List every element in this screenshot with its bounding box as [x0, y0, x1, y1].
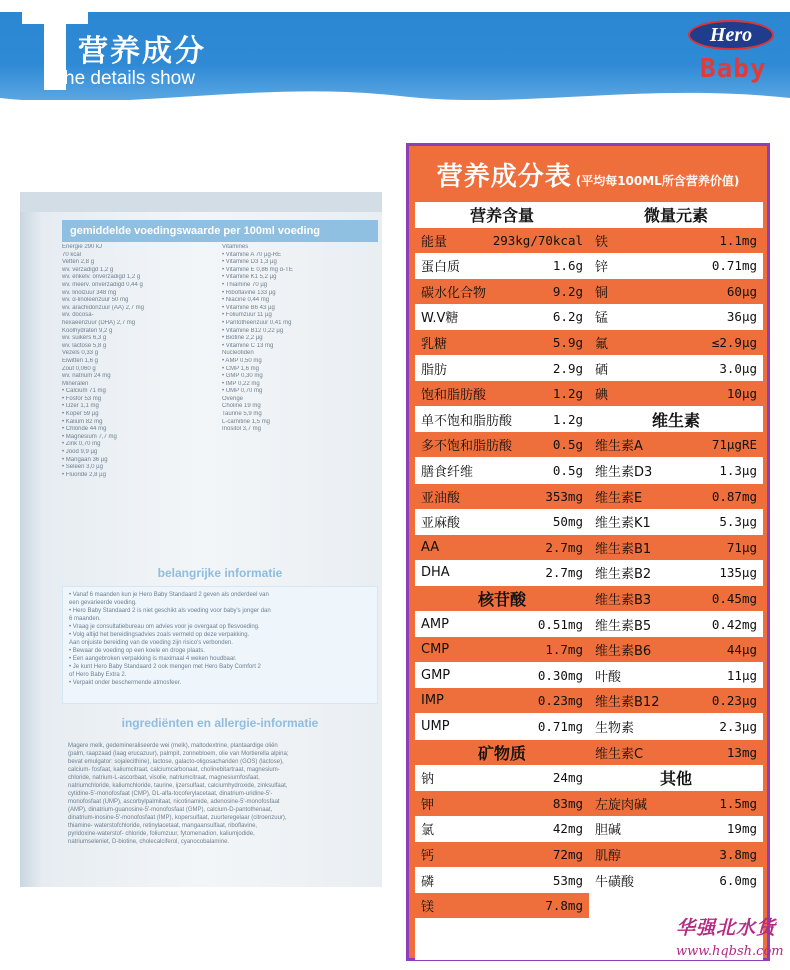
nutrient-name: 能量	[421, 234, 448, 250]
nutrient-name: 维生素D3	[595, 465, 653, 480]
header-subtitle: he details show	[64, 68, 195, 89]
table-row	[415, 509, 589, 534]
nutrient-value: 1.1mg	[719, 232, 757, 248]
nutrient-value: 0.71mg	[537, 719, 583, 734]
package-text-line: Vezels 0,33 g	[62, 350, 99, 357]
nutrient-value: 1.7mg	[545, 642, 583, 658]
table-title-note: (平均每100ML所含营养价值)	[575, 174, 740, 188]
package-text-line: wv. linolzuur 348 mg	[62, 289, 117, 296]
nutrient-name: 维生素B12	[595, 695, 660, 711]
table-section-header	[589, 765, 763, 790]
package-text-line: 70 kcal	[62, 251, 82, 258]
package-text-line: Eiwitten 1,6 g	[62, 357, 99, 364]
package-column-left	[62, 244, 212, 479]
nutrient-value: 2.7mg	[545, 565, 583, 581]
package-text-line: • Niacine 0,44 mg	[222, 297, 270, 304]
table-section-header	[415, 202, 589, 227]
package-text-line: natriumseleniet, D-biotine, cholecalciferol, cyanocobalamine.	[68, 839, 230, 845]
nutrient-value: 0.30mg	[537, 667, 583, 683]
nutrient-name: 肌醇	[595, 849, 622, 864]
package-text-line: • AMP 0,50 mg	[222, 357, 262, 364]
nutrient-value: 5.9g	[552, 335, 583, 350]
package-text-line: wv. docosa-	[62, 312, 94, 319]
package-text-line: • Foliumzuur 11 µg	[222, 312, 272, 319]
table-title	[409, 146, 767, 202]
nutrient-name: 营养含量	[469, 206, 534, 225]
nutrient-value: 0.23μg	[711, 693, 757, 709]
package-nutrition-heading: gemiddelde voedingswaarde per 100ml voeding	[62, 220, 378, 242]
product-package-photo	[20, 192, 382, 887]
nutrient-value: 1.2g	[552, 386, 583, 402]
table-row	[415, 484, 589, 509]
package-text-line: hexaeenzuur (DHA) 2,7 mg	[62, 319, 136, 326]
nutrient-name: 亚油酸	[421, 490, 461, 506]
package-text-line: Inositol 3,7 mg	[222, 426, 262, 433]
table-row	[415, 279, 589, 304]
nutrient-name: 生物素	[595, 721, 635, 736]
table-row	[415, 893, 589, 918]
table-row	[415, 791, 589, 816]
package-text-line: • Verpakt onder beschermende atmosfeer.	[69, 680, 182, 686]
package-top-edge	[20, 192, 382, 212]
nutrient-value: 0.5g	[552, 437, 583, 453]
nutrient-name: DHA	[421, 565, 450, 581]
package-text-line: • Mangaan 36 µg	[62, 456, 108, 463]
nutrient-name: 左旋肉碱	[595, 797, 648, 813]
table-row	[415, 688, 589, 713]
hero-logo-baby: Baby	[700, 54, 767, 84]
nutrient-name: 牛磺酸	[595, 874, 635, 890]
nutrient-name: 其他	[659, 769, 692, 789]
nutrient-value: 0.71mg	[711, 258, 757, 274]
table-row	[589, 791, 763, 816]
package-text-line: thiamine- waterstofchloride, retinylacetaat, mangaansulfaat, riboflavine,	[68, 823, 258, 829]
package-text-line: dinatrium-inosine-5'-monofosfaat (IMP), kopersulfaat, zuurteregelaar (citroenzuur),	[68, 815, 287, 821]
table-row	[589, 842, 763, 867]
nutrient-value: 0.23mg	[537, 693, 583, 709]
package-ingredients-heading: ingrediënten en allergie-informatie	[121, 716, 319, 730]
table-row	[415, 816, 589, 841]
nutrient-value: 2.3μg	[719, 719, 757, 734]
table-section-header	[415, 586, 589, 611]
nutrient-value: 3.0μg	[719, 360, 757, 376]
table-row	[415, 919, 589, 944]
package-text-line: • Vitamine K1 5,2 µg	[222, 274, 277, 281]
nutrient-name: 亚麻酸	[421, 516, 461, 532]
table-row	[415, 330, 589, 355]
table-section-header	[415, 740, 589, 765]
nutrient-value: 3.8mg	[719, 847, 757, 862]
nutrient-name: 叶酸	[595, 669, 622, 685]
table-row	[415, 381, 589, 406]
package-text-line: pyridoxine-waterstof- chloride, foliumzuur, fytomenadion, kaliumjodide,	[68, 831, 255, 837]
table-row	[589, 868, 763, 893]
package-text-line: Vetten 2,8 g	[62, 259, 95, 266]
table-row	[589, 279, 763, 304]
package-text-line: • Chloride 44 mg	[62, 426, 107, 433]
nutrient-name: UMP	[421, 719, 450, 734]
package-text-line: • Volg altijd het bereidingsadvies zoals vermeld op deze verpakking.	[69, 632, 250, 638]
table-row	[589, 458, 763, 483]
table-row	[589, 663, 763, 688]
package-text-line: • CMP 1,6 mg	[222, 365, 260, 372]
package-text-line: • Hero Baby Standaard 2 is niet geschikt als voeding voor baby's jonger dan	[69, 608, 271, 614]
table-row	[589, 816, 763, 841]
table-row	[415, 228, 589, 253]
table-title-main: 营养成分表	[436, 162, 572, 192]
package-text-line: Aan onjuiste bereiding van de voeding zijn risico's verbonden.	[69, 640, 233, 646]
table-row	[589, 330, 763, 355]
table-row	[415, 868, 589, 893]
nutrient-name: 乳糖	[421, 337, 448, 352]
package-text-line: • Fluoride 2,8 µg	[62, 471, 106, 478]
nutrient-value: 13mg	[726, 744, 757, 760]
nutrient-value: 6.2g	[552, 309, 583, 325]
package-text-line: 6 maanden.	[69, 616, 101, 622]
table-row	[415, 458, 589, 483]
header-title: 营养成分	[78, 34, 206, 69]
package-text-line: • Je kunt Hero Baby Standaard 2 ook mengen met Hero Baby Comfort 2	[69, 664, 261, 670]
table-row	[589, 688, 763, 713]
watermark-url: www.hqbsh.com	[676, 944, 784, 959]
package-text-line: cytidine-5'-monofosfaat (CMP), DL-alfa-tocoferylacetaat, dinatrium-uridine-5'-	[68, 791, 273, 797]
nutrient-value: 2.7mg	[545, 539, 583, 555]
nutrient-value: 19mg	[726, 821, 757, 837]
package-info-heading: belangrijke informatie	[157, 566, 283, 580]
package-column-right	[222, 244, 372, 434]
table-row	[415, 356, 589, 381]
nutrient-value: 0.42mg	[711, 616, 757, 632]
nutrient-name: 锌	[595, 260, 609, 276]
package-text-line: • Riboflavine 133 µg	[222, 289, 276, 296]
table-row	[589, 253, 763, 278]
nutrient-name: 钙	[421, 849, 435, 864]
package-text-line: bevat emulgator: sojalecithine), lactose, galacto-oligosachariden (GOS) (lactose),	[68, 759, 284, 765]
nutrition-table	[406, 143, 770, 961]
nutrient-value: 36μg	[726, 309, 757, 325]
nutrient-value: 0.51mg	[537, 616, 583, 632]
nutrient-name: 维生素A	[595, 439, 643, 455]
package-text-line: • Fosfor 53 mg	[62, 395, 102, 402]
table-row	[415, 253, 589, 278]
package-text-line: Vitamines	[222, 244, 249, 250]
package-text-line: • Vitamine A 70 µg-RE	[222, 251, 282, 258]
nutrient-name: AMP	[421, 616, 449, 632]
package-text-line: L-carnitine 1,5 mg	[222, 418, 271, 425]
table-row	[589, 740, 763, 765]
package-text-line: chloride, natrium-L-ascorbaat, visolie, natriumcitraat, magnesiumfosfaat,	[68, 775, 260, 781]
package-text-line: Nucleotiden	[222, 350, 254, 357]
package-text-line: een gevarieerde voeding.	[69, 600, 137, 606]
table-row	[589, 509, 763, 534]
nutrient-value: 0.45mg	[711, 591, 757, 606]
package-text-line: Energie 290 kJ	[62, 244, 103, 250]
package-text-line: • Kalium 82 mg	[62, 418, 103, 425]
package-text-line: natriumchloride, kaliumchloride, taurine, ijzersulfaat, calciumhydroxide, zinksulfaat,	[68, 783, 288, 789]
table-row	[589, 586, 763, 611]
nutrient-name: 微量元素	[643, 206, 708, 225]
package-text-line: calcium- fosfaat, kaliumcitraat, calciumcarbonaat, cholinebitartraat, magnesium-	[68, 767, 280, 773]
nutrient-value: 353mg	[545, 488, 583, 504]
package-info-box	[62, 586, 378, 704]
nutrient-value: 60μg	[726, 283, 757, 299]
nutrient-name: 维生素B1	[595, 541, 652, 557]
nutrient-name: 铁	[595, 234, 609, 250]
nutrient-value: 7.8mg	[545, 898, 583, 914]
package-text-line: Mineralen	[62, 380, 89, 387]
nutrient-name: 碳水化合物	[421, 285, 487, 301]
package-text-line: • Magnesium 7,7 mg	[62, 433, 117, 440]
package-text-line: • Vitamine B12 0,22 µg	[222, 327, 284, 334]
package-text-line: wv. enkelv. onverzadigd 1,2 g	[62, 274, 141, 281]
table-row	[415, 535, 589, 560]
package-text-line: • Biotine 2,2 µg	[222, 335, 263, 342]
package-text-line: wv. arachidonzuur (AA) 2,7 mg	[62, 304, 144, 311]
table-row	[415, 765, 589, 790]
package-text-line: Overige	[222, 395, 244, 402]
nutrient-value: 11μg	[726, 667, 757, 683]
nutrient-name: 维生素C	[595, 746, 644, 762]
nutrient-value: 1.2g	[552, 411, 583, 427]
nutrient-name: W.V糖	[421, 311, 459, 327]
package-text-line: • Vraag je consultatiebureau om advies voor je overgaat op flesvoeding.	[69, 624, 260, 630]
package-text-line: (AMP), dinatrium-guanosine-5'-monofosfaat (GMP), calcium-D-pantothenaat,	[68, 807, 273, 813]
table-row	[415, 407, 589, 432]
nutrient-value: 50mg	[552, 514, 583, 530]
nutrient-value: 293kg/70kcal	[492, 232, 583, 248]
table-row	[415, 663, 589, 688]
nutrient-name: 磷	[421, 874, 435, 890]
nutrient-name: 维生素B5	[595, 618, 652, 634]
package-text-line: Choline 19 mg	[222, 403, 261, 410]
package-text-line: • Vitamine C 13 mg	[222, 342, 274, 349]
nutrient-name: 钾	[421, 797, 435, 813]
nutrient-name: 镁	[421, 900, 435, 916]
hero-logo: Hero	[688, 20, 774, 50]
nutrient-value: 5.3μg	[719, 514, 757, 530]
nutrient-value: 83mg	[552, 795, 583, 811]
nutrient-value: 24mg	[552, 770, 583, 786]
table-row	[415, 842, 589, 867]
nutrient-name: 维生素B6	[595, 644, 652, 660]
package-text-line: • Calcium 71 mg	[62, 388, 106, 395]
table-row	[589, 535, 763, 560]
package-text-line: wv. lactose 5,8 g	[62, 342, 107, 349]
table-section-header	[589, 407, 763, 432]
table-row	[589, 612, 763, 637]
nutrient-name: 碘	[595, 388, 609, 404]
package-text-line: Koolhydraten 9,2 g	[62, 327, 113, 334]
package-text-line: • Thiamine 70 µg	[222, 281, 268, 288]
watermark-text: 华强北水货	[676, 917, 777, 939]
nutrient-name: 多不饱和脂肪酸	[421, 439, 513, 455]
nutrient-name: GMP	[421, 667, 451, 683]
table-row	[589, 484, 763, 509]
nutrient-value: 2.9g	[552, 360, 583, 376]
package-text-line: • IMP 0,22 mg	[222, 380, 260, 387]
nutrient-name: 维生素B3	[595, 593, 652, 608]
package-text-line: • Vitamine D3 1,3 µg	[222, 259, 277, 266]
nutrient-name: IMP	[421, 693, 444, 709]
package-text-line: • Vitamine B6 43 µg	[222, 304, 275, 311]
table-row	[415, 714, 589, 739]
table-section-header	[589, 202, 763, 227]
package-text-line: Magere melk, gedemineraliseerde wei (melk), maltodextrine, plantaardige oliën	[68, 743, 278, 749]
nutrient-name: 脂肪	[421, 362, 448, 378]
nutrient-name: 核苷酸	[477, 590, 526, 609]
package-text-line: monofosfaat (UMP), ascorbylpalmitaat, nicotinamide, adenosine-5'-monofosfaat	[68, 799, 280, 805]
package-nutrition-columns	[62, 244, 378, 534]
nutrient-name: 铜	[595, 285, 609, 301]
package-text-line: • Zink 0,70 mg	[62, 441, 101, 448]
nutrient-value: 71μg	[726, 539, 757, 555]
table-row	[415, 432, 589, 457]
package-text-line: (palm, raapzaad (laag erucazuur), palmpit, zonnebloem, olie van Mortierella alpina;	[68, 751, 289, 757]
package-text-line: • IJzer 1,1 mg	[62, 403, 99, 410]
package-text-line: Taurine 5,9 mg	[222, 411, 262, 418]
package-text-line: • Bewaar de voeding op een koele en droge plaats.	[69, 648, 205, 654]
table-row	[589, 356, 763, 381]
nutrient-name: 钠	[421, 772, 435, 788]
table-row	[589, 381, 763, 406]
nutrient-name: 氯	[421, 823, 435, 839]
package-text-line: • Pantotheenzuur 0,41 mg	[222, 319, 292, 326]
package-text-line: • Vitamine E 0,86 mg α-TE	[222, 266, 293, 273]
package-text-line: wv. meerv. onverzadigd 0,44 g	[62, 281, 143, 288]
table-row	[589, 228, 763, 253]
package-text-line: • Seleen 3,0 µg	[62, 464, 103, 471]
package-text-line: wv. verzadigd 1,2 g	[62, 266, 114, 273]
table-row	[415, 637, 589, 662]
nutrient-name: AA	[421, 539, 440, 555]
nutrient-name: 锰	[595, 311, 609, 327]
nutrient-value: 1.3μg	[719, 463, 757, 478]
package-text-line: • GMP 0,30 mg	[222, 373, 263, 380]
package-text-line: • Jood 9,9 µg	[62, 449, 98, 456]
package-text-line: wv. suikers 6,3 g	[62, 335, 107, 342]
nutrient-name: 单不饱和脂肪酸	[421, 413, 513, 429]
nutrient-value: 1.5mg	[719, 795, 757, 811]
package-text-line: of Hero Baby Extra 2.	[69, 672, 127, 678]
package-text-line: wv. α-linoleenzuur 50 mg	[62, 297, 129, 304]
table-row	[589, 432, 763, 457]
table-row	[589, 714, 763, 739]
table-row	[415, 304, 589, 329]
nutrient-name: 胆碱	[595, 823, 622, 839]
nutrient-name: 硒	[595, 362, 609, 378]
nutrient-name: 蛋白质	[421, 260, 461, 276]
nutrient-value: 72mg	[552, 847, 583, 862]
package-text-line: Zout 0,060 g	[62, 365, 96, 372]
nutrient-name: 维生素K1	[595, 516, 651, 532]
package-text-line: • UMP 0,70 mg	[222, 388, 263, 395]
nutrient-name: 饱和脂肪酸	[421, 388, 487, 404]
table-row	[415, 612, 589, 637]
nutrient-value: 53mg	[552, 872, 583, 888]
package-text-line: wv. natrium 24 mg	[62, 373, 111, 380]
nutrient-name: 维生素B2	[595, 567, 652, 583]
nutrient-name: CMP	[421, 642, 450, 658]
table-row	[589, 304, 763, 329]
nutrient-value: 0.87mg	[711, 488, 757, 504]
nutrient-name: 膳食纤维	[421, 465, 474, 480]
nutrient-value: ≤2.9μg	[711, 335, 757, 350]
nutrient-value: 71μgRE	[711, 437, 757, 453]
nutrient-name: 矿物质	[477, 743, 526, 763]
nutrient-name: 氟	[595, 337, 609, 352]
table-row	[589, 637, 763, 662]
package-text-line: • Vanaf 6 maanden kun je Hero Baby Standaard 2 geven als onderdeel van	[69, 592, 269, 598]
package-text-line: • Koper 59 µg	[62, 411, 99, 418]
package-text-line: • Een aangebroken verpakking is maximaal 4 weken houdbaar.	[69, 656, 237, 662]
nutrient-value: 9.2g	[552, 283, 583, 299]
nutrient-name: 维生素	[651, 410, 700, 430]
nutrient-value: 0.5g	[552, 463, 583, 478]
nutrient-value: 1.6g	[552, 258, 583, 274]
nutrient-value: 42mg	[552, 821, 583, 837]
package-ingredients-text	[62, 738, 378, 870]
nutrient-value: 44μg	[726, 642, 757, 658]
nutrient-value: 135μg	[719, 565, 757, 581]
header-banner	[0, 0, 790, 100]
nutrient-value: 6.0mg	[719, 872, 757, 888]
table-row	[415, 560, 589, 585]
nutrient-value: 10μg	[726, 386, 757, 402]
table-row	[589, 560, 763, 585]
nutrient-name: 维生素E	[595, 490, 643, 506]
